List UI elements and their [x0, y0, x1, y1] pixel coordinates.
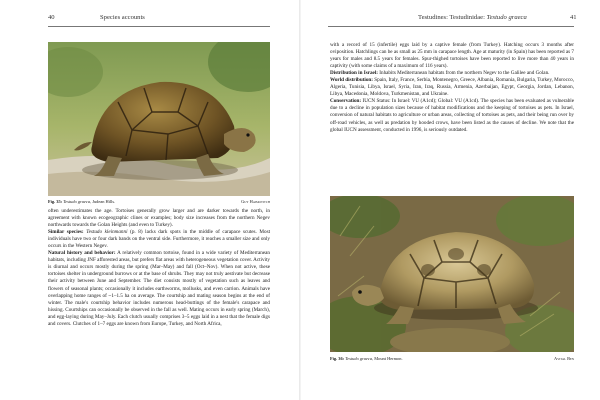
running-head-left: Species accounts	[100, 14, 145, 21]
figure-caption-left	[48, 199, 270, 204]
caption-species: Testudo graeca	[63, 199, 91, 204]
paragraph-text: Spain, Italy, France, Serbia, Montenegro, Greece, Albania, Romania, Bulgaria, Turkey, Morocco, Algeria, Tunisia, Libya, Israel, Syria, Iran, Iraq, Russia, Armenia, Azerbaijan, Egypt, Georgia, Jordan, Lebanon, Libya, Macedonia, Moldova, Turkmenistan, and Ukraine.	[330, 77, 574, 98]
species-name: Testudo kleinmanni	[86, 229, 128, 236]
section-label: World distribution:	[330, 77, 373, 84]
section-label: Natural history and behavior:	[48, 250, 116, 257]
paragraph	[330, 42, 574, 70]
paragraph-text: A relatively common tortoise, found in a wide variety of Mediterranean habitats, including JNF afforested areas, but prefers flat areas with heterogeneous vegetation cover. Activity is diurnal and occurs mostly during the spring (Mar–May) and fall (Oct–Nov). When not active, these tortoises shelter in underground burrows or at the base of shrubs. They may not truly aestivate but decrease their activity between June and September. The diet consists mostly of vegetation such as leaves and flowers of seasonal plants; occasionally it includes earthworms, mollusks, and even carrion. Animals have overlapping home ranges of ~1–1.5 ha on average. The courtship and mating season begins at the end of winter. The male's courtship behavior includes numerous head-buttings of the female's carapace and hissing. Courtships can occasionally be observed in the fall as well. Mating occurs in early spring (March), and egg-laying during May–July. Each clutch usually comprises 3–5 eggs laid in a nest that the female digs and covers. Clutches of 1–7 eggs are known from Europe, Turkey, and North Africa,	[48, 250, 270, 327]
caption-label: Fig. 36:	[330, 356, 345, 361]
section-label: Conservation:	[330, 98, 362, 105]
running-head-text: Testudines: Testudinidae:	[418, 14, 487, 21]
photo-credit: Guy Haimovitch	[241, 199, 270, 204]
header-rule-left	[48, 26, 270, 27]
paragraph	[48, 208, 270, 229]
paragraph-text: Inhabits Mediterranean habitats from the northern Negev to the Galilee and Golan.	[379, 70, 550, 77]
paragraph-natural-history	[48, 250, 270, 328]
body-text-left	[48, 208, 270, 328]
caption-species: Testudo graeca	[345, 356, 373, 361]
page-number-left: 40	[48, 14, 55, 21]
caption-label: Fig. 35:	[48, 199, 63, 204]
paragraph-distribution	[330, 70, 574, 77]
page-number-right: 41	[570, 14, 577, 21]
section-label: Similar species:	[48, 229, 84, 236]
running-head-species: Testudo graeca	[486, 14, 527, 21]
caption-place: , Mount Hermon.	[372, 356, 403, 361]
right-page	[300, 0, 600, 400]
paragraph-text: often underestimates the age. Tortoises generally grow larger and are darker towards the north, in agreement with known ecogeographic clines or examples; body size increases from the northern Negev northwards towards the Golan Heights (and even to Turkey).	[48, 208, 270, 229]
tortoise-photo-mount-hermon	[330, 196, 574, 352]
paragraph-text: IUCN Status: In Israel: VU (A1cd); Global: VU (A1cd). The species has been evaluated as vulnerable due to a decline in population sizes because of habitat modifications and the keeping of tortoises as pets. In Israel, conversion of natural habitats to agriculture or urban areas, collecting of tortoises as pets, and their being run over by off-road vehicles, as well as predation by hooded crows, have been listed as the causes of decline. We note that the global IUCN assessment, conducted in 1996, is seriously outdated.	[330, 98, 574, 133]
section-label: Distribution in Israel:	[330, 70, 378, 77]
tortoise-photo-judean-hills	[48, 42, 270, 196]
paragraph-similar-species	[48, 229, 270, 250]
paragraph-conservation	[330, 98, 574, 133]
photo-credit: Avital Ben	[554, 356, 574, 361]
paragraph-text: (p. 8) lacks dark spots in the middle of carapace scutes. Most individuals have two or four dark bands on the ventral side. Furthermore, it reaches a smaller size and only occurs in the Western Negev.	[48, 229, 271, 250]
body-text-right	[330, 42, 574, 134]
header-rule-right	[328, 26, 574, 27]
paragraph-world-distribution	[330, 77, 574, 98]
running-head-right	[418, 14, 527, 22]
caption-place: , Judean Hills.	[90, 199, 116, 204]
paragraph-text: with a record of 15 (infertile) eggs laid by a captive female (from Turkey). Hatching occurs 3 months after oviposition. Hatchlings can be as small as 25 mm in carapace length. Age at maturity (in Spain) has been reported as 7 years for males and 8.5 years for females. Spur-thighed tortoises have been reported to live more than 40 years in captivity (with some claims of a maximum of 116 years).	[330, 42, 574, 70]
figure-caption-right	[330, 356, 574, 361]
